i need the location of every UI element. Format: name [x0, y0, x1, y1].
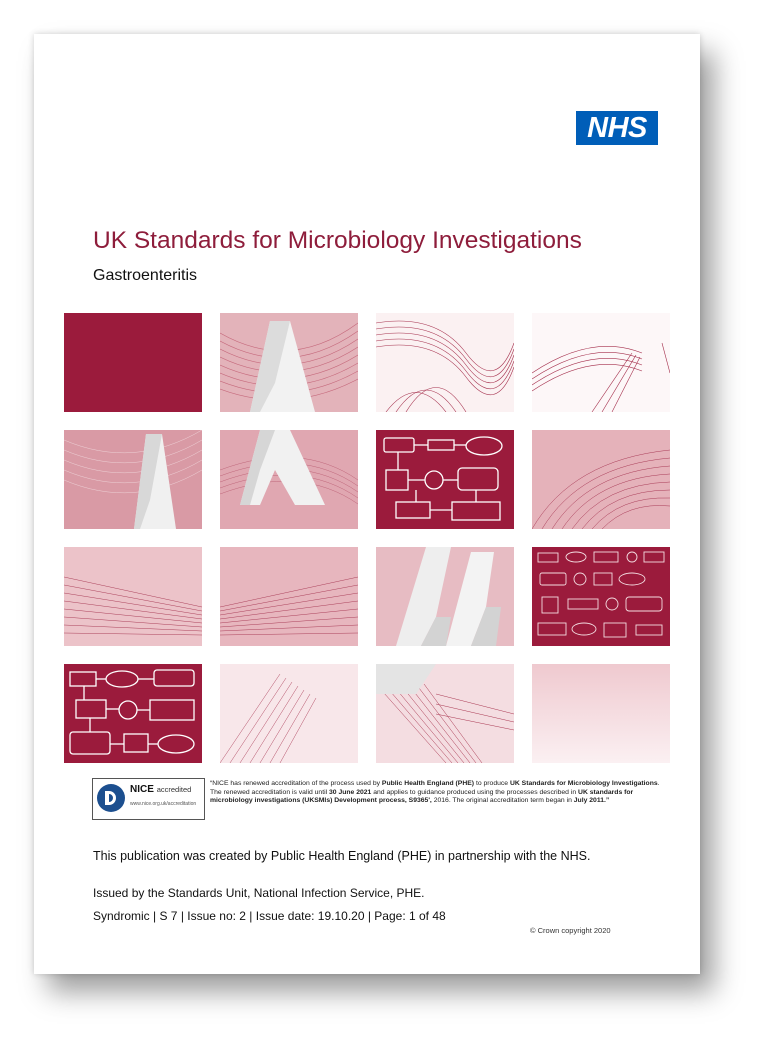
accreditation-text: to produce	[474, 780, 510, 787]
cover-tile-flowchart	[64, 664, 202, 763]
document-meta: Syndromic | S 7 | Issue no: 2 | Issue date: 19.10.20 | Page: 1 of 48	[93, 909, 446, 923]
cover-tile-lines	[376, 664, 514, 763]
nice-accreditation-badge	[92, 778, 205, 820]
accreditation-text: “NICE has renewed accreditation of the process used by	[210, 780, 382, 787]
copyright-notice: © Crown copyright 2020	[530, 926, 611, 935]
accreditation-statement	[210, 780, 668, 806]
document-subtitle: Gastroenteritis	[93, 267, 198, 284]
document-title: UK Standards for Microbiology Investigations	[93, 227, 582, 254]
nice-logo-icon	[97, 784, 125, 812]
cover-tile-wave	[220, 313, 358, 412]
accreditation-text-bold: UK standards for microbiology investigations (UKSMIs) Development process, S9365',	[210, 788, 634, 805]
accreditation-text: 2016	[431, 797, 449, 805]
document-page	[34, 34, 700, 974]
accreditation-text-bold: 30 June 2021	[329, 788, 372, 796]
cover-tile-solid	[64, 313, 202, 412]
nice-badge-name: NICE	[130, 784, 154, 795]
cover-tile-lines	[532, 313, 670, 412]
accreditation-text: . The renewed accreditation is valid until	[210, 780, 660, 796]
cover-tile-flowchart	[532, 547, 670, 646]
accreditation-text: . The original accreditation term began in	[448, 797, 574, 805]
cover-tile-gradient	[532, 664, 670, 763]
cover-tile-lines	[220, 664, 358, 763]
publication-note: This publication was created by Public Health England (PHE) in partnership with the NHS.	[93, 849, 591, 863]
accreditation-text-bold: Public Health England (PHE)	[381, 780, 475, 787]
cover-tile-lines	[376, 313, 514, 412]
accreditation-text: and applies to guidance produced using the processes described in	[371, 788, 579, 796]
nice-badge-status: accredited	[156, 785, 192, 794]
cover-tile-shape	[376, 547, 514, 646]
issued-by: Issued by the Standards Unit, National Infection Service, PHE.	[93, 886, 425, 900]
cover-tile-lines	[220, 547, 358, 646]
nhs-logo: NHS	[576, 111, 658, 145]
cover-tile-shape	[64, 430, 202, 529]
cover-tile-shape	[220, 430, 358, 529]
accreditation-text-bold: July 2011.”	[573, 797, 610, 805]
cover-tile-lines	[532, 430, 670, 529]
nice-badge-url: www.nice.org.uk/accreditation	[130, 801, 197, 807]
accreditation-text-bold: UK Standards for Microbiology Investigations	[509, 780, 658, 787]
cover-tile-flowchart	[376, 430, 514, 529]
cover-tile-lines	[64, 547, 202, 646]
